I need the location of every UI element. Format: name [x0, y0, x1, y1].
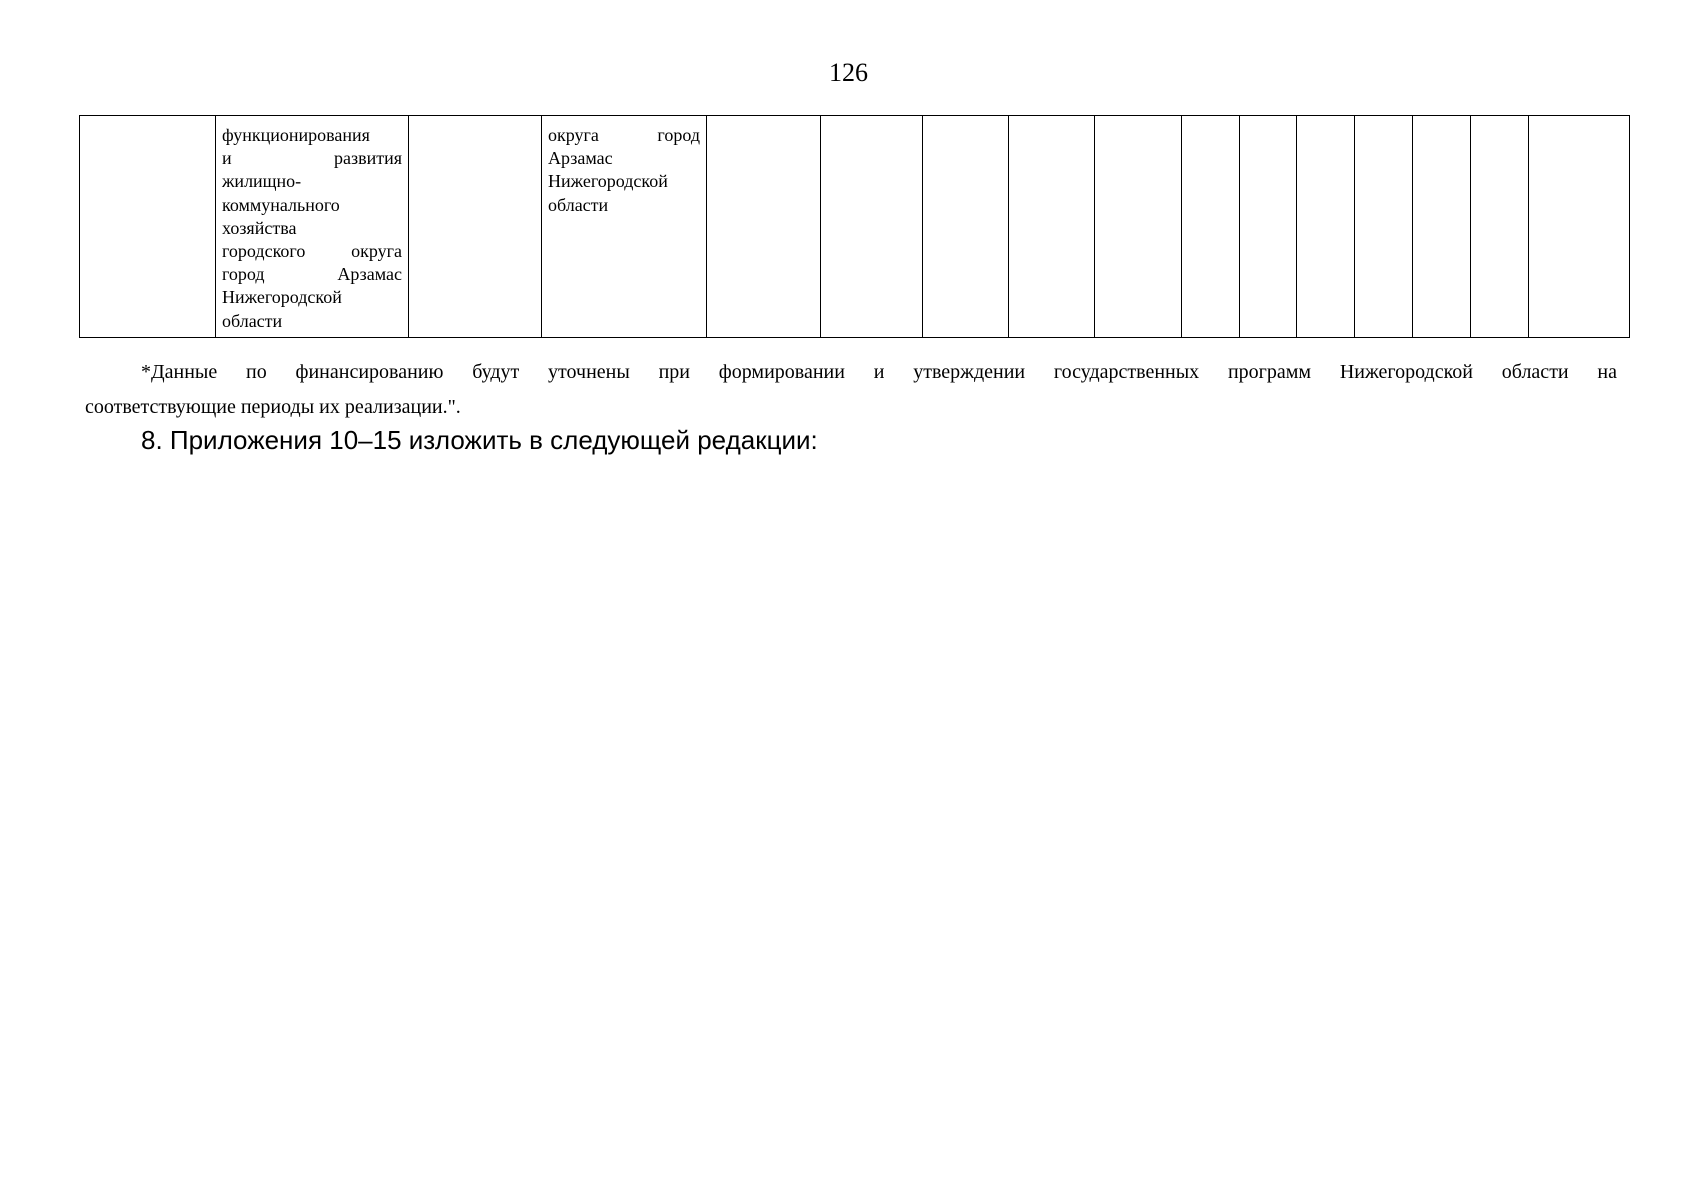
budget-table-fragment [79, 115, 1630, 338]
table-cell-col13 [1355, 116, 1413, 338]
cell-text-line: коммунального [222, 194, 340, 215]
cell-text-line: и развития [222, 148, 402, 169]
table-cell-col10 [1182, 116, 1240, 338]
cell-text-line: округа город [548, 125, 700, 145]
cell-text-line: области [548, 194, 609, 215]
cell-text-line: город Арзамас [222, 264, 402, 285]
cell-text-line: хозяйства [222, 217, 297, 238]
footnote-line: *Данные по финансированию будут уточнены при формировании и утверждении государственных программ Нижегородской области на [141, 361, 1617, 383]
table-cell-col11 [1240, 116, 1297, 338]
cell-text-line: Нижегородской [548, 171, 668, 192]
table-cell-col5 [707, 116, 821, 338]
table-cell-col6 [821, 116, 923, 338]
cell-text-line: области [222, 310, 283, 331]
table-cell-executor [542, 116, 707, 338]
page-number: 126 [829, 58, 868, 87]
table-cell-col3 [409, 116, 542, 338]
table-cell-col14 [1413, 116, 1471, 338]
table-cell-col1 [80, 116, 216, 338]
cell-text-line: Нижегородской [222, 287, 342, 308]
table-row [80, 116, 1630, 338]
cell-text-line: функционирования [222, 125, 370, 145]
cell-text-line: жилищно- [222, 171, 302, 192]
footnote-line: соответствующие периоды их реализации.". [85, 396, 461, 418]
table-cell-program-name [216, 116, 409, 338]
cell-text-line: Арзамас [548, 148, 613, 169]
financing-footnote [85, 355, 1617, 425]
amendment-clause: 8. Приложения 10–15 изложить в следующей редакции: [141, 425, 818, 455]
table-cell-col16 [1529, 116, 1630, 338]
table-cell-col7 [923, 116, 1009, 338]
table-cell-col8 [1009, 116, 1095, 338]
table-cell-col12 [1297, 116, 1355, 338]
table-cell-col15 [1471, 116, 1529, 338]
cell-text-line: городского округа [222, 241, 402, 262]
table-cell-col9 [1095, 116, 1182, 338]
